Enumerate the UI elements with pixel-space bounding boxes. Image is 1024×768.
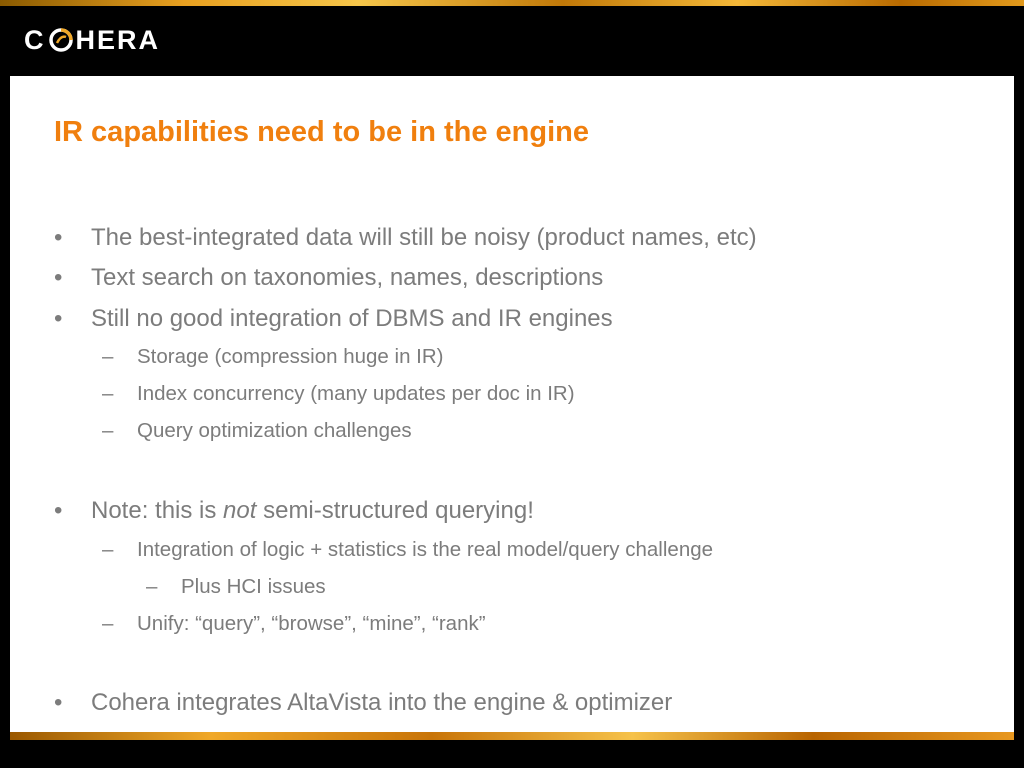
cohera-logo	[24, 22, 160, 58]
sub-bullet-text: Unify: “query”, “browse”, “mine”, “rank”	[137, 612, 486, 635]
top-gold-border	[0, 0, 1024, 6]
bullet-item	[54, 305, 613, 333]
bullet-text: Still no good integration of DBMS and IR engines	[91, 305, 613, 332]
bullet-text-after: semi-structured querying!	[256, 497, 534, 524]
bullet-marker: •	[54, 264, 63, 291]
sub-bullet-item	[102, 538, 713, 562]
dash-marker: –	[102, 612, 114, 635]
sub-bullet-text: Query optimization challenges	[137, 419, 412, 442]
bullet-text: Text search on taxonomies, names, descriptions	[91, 264, 604, 291]
bullet-item	[54, 689, 672, 717]
slide-content	[10, 76, 1014, 732]
bullet-item	[54, 264, 603, 292]
slide-title: IR capabilities need to be in the engine	[54, 116, 589, 148]
bullet-text: The best-integrated data will still be noisy (product names, etc)	[91, 224, 757, 251]
bullet-text: Cohera integrates AltaVista into the engine & optimizer	[91, 689, 673, 716]
sub-bullet-item	[102, 612, 486, 636]
logo-letter-c: C	[24, 24, 46, 55]
sub-sub-bullet-item	[146, 575, 326, 599]
bullet-marker: •	[54, 305, 63, 332]
dash-marker: –	[102, 419, 114, 442]
sub-bullet-item	[102, 419, 412, 443]
sub-bullet-item	[102, 382, 575, 406]
bullet-text	[91, 497, 534, 525]
bullet-marker: •	[54, 689, 63, 716]
logo-letters-hera: HERA	[75, 24, 161, 55]
bullet-text-italic: not	[223, 497, 257, 524]
dash-marker: –	[102, 345, 114, 368]
bullet-text-before: Note: this is	[91, 497, 224, 524]
sub-sub-bullet-text: Plus HCI issues	[181, 575, 326, 598]
dash-marker: –	[102, 382, 114, 405]
bullet-marker: •	[54, 497, 63, 524]
bottom-gold-border	[10, 732, 1014, 740]
bullet-item	[54, 224, 757, 252]
sub-bullet-text: Index concurrency (many updates per doc in IR)	[137, 382, 575, 405]
dash-marker: –	[146, 575, 158, 598]
dash-marker: –	[102, 538, 114, 561]
sub-bullet-text: Integration of logic + statistics is the real model/query challenge	[137, 538, 714, 561]
sub-bullet-item	[102, 345, 444, 369]
sub-bullet-text: Storage (compression huge in IR)	[137, 345, 444, 368]
logo-swirl-icon	[48, 27, 74, 53]
bullet-item	[54, 497, 534, 525]
bullet-marker: •	[54, 224, 63, 251]
